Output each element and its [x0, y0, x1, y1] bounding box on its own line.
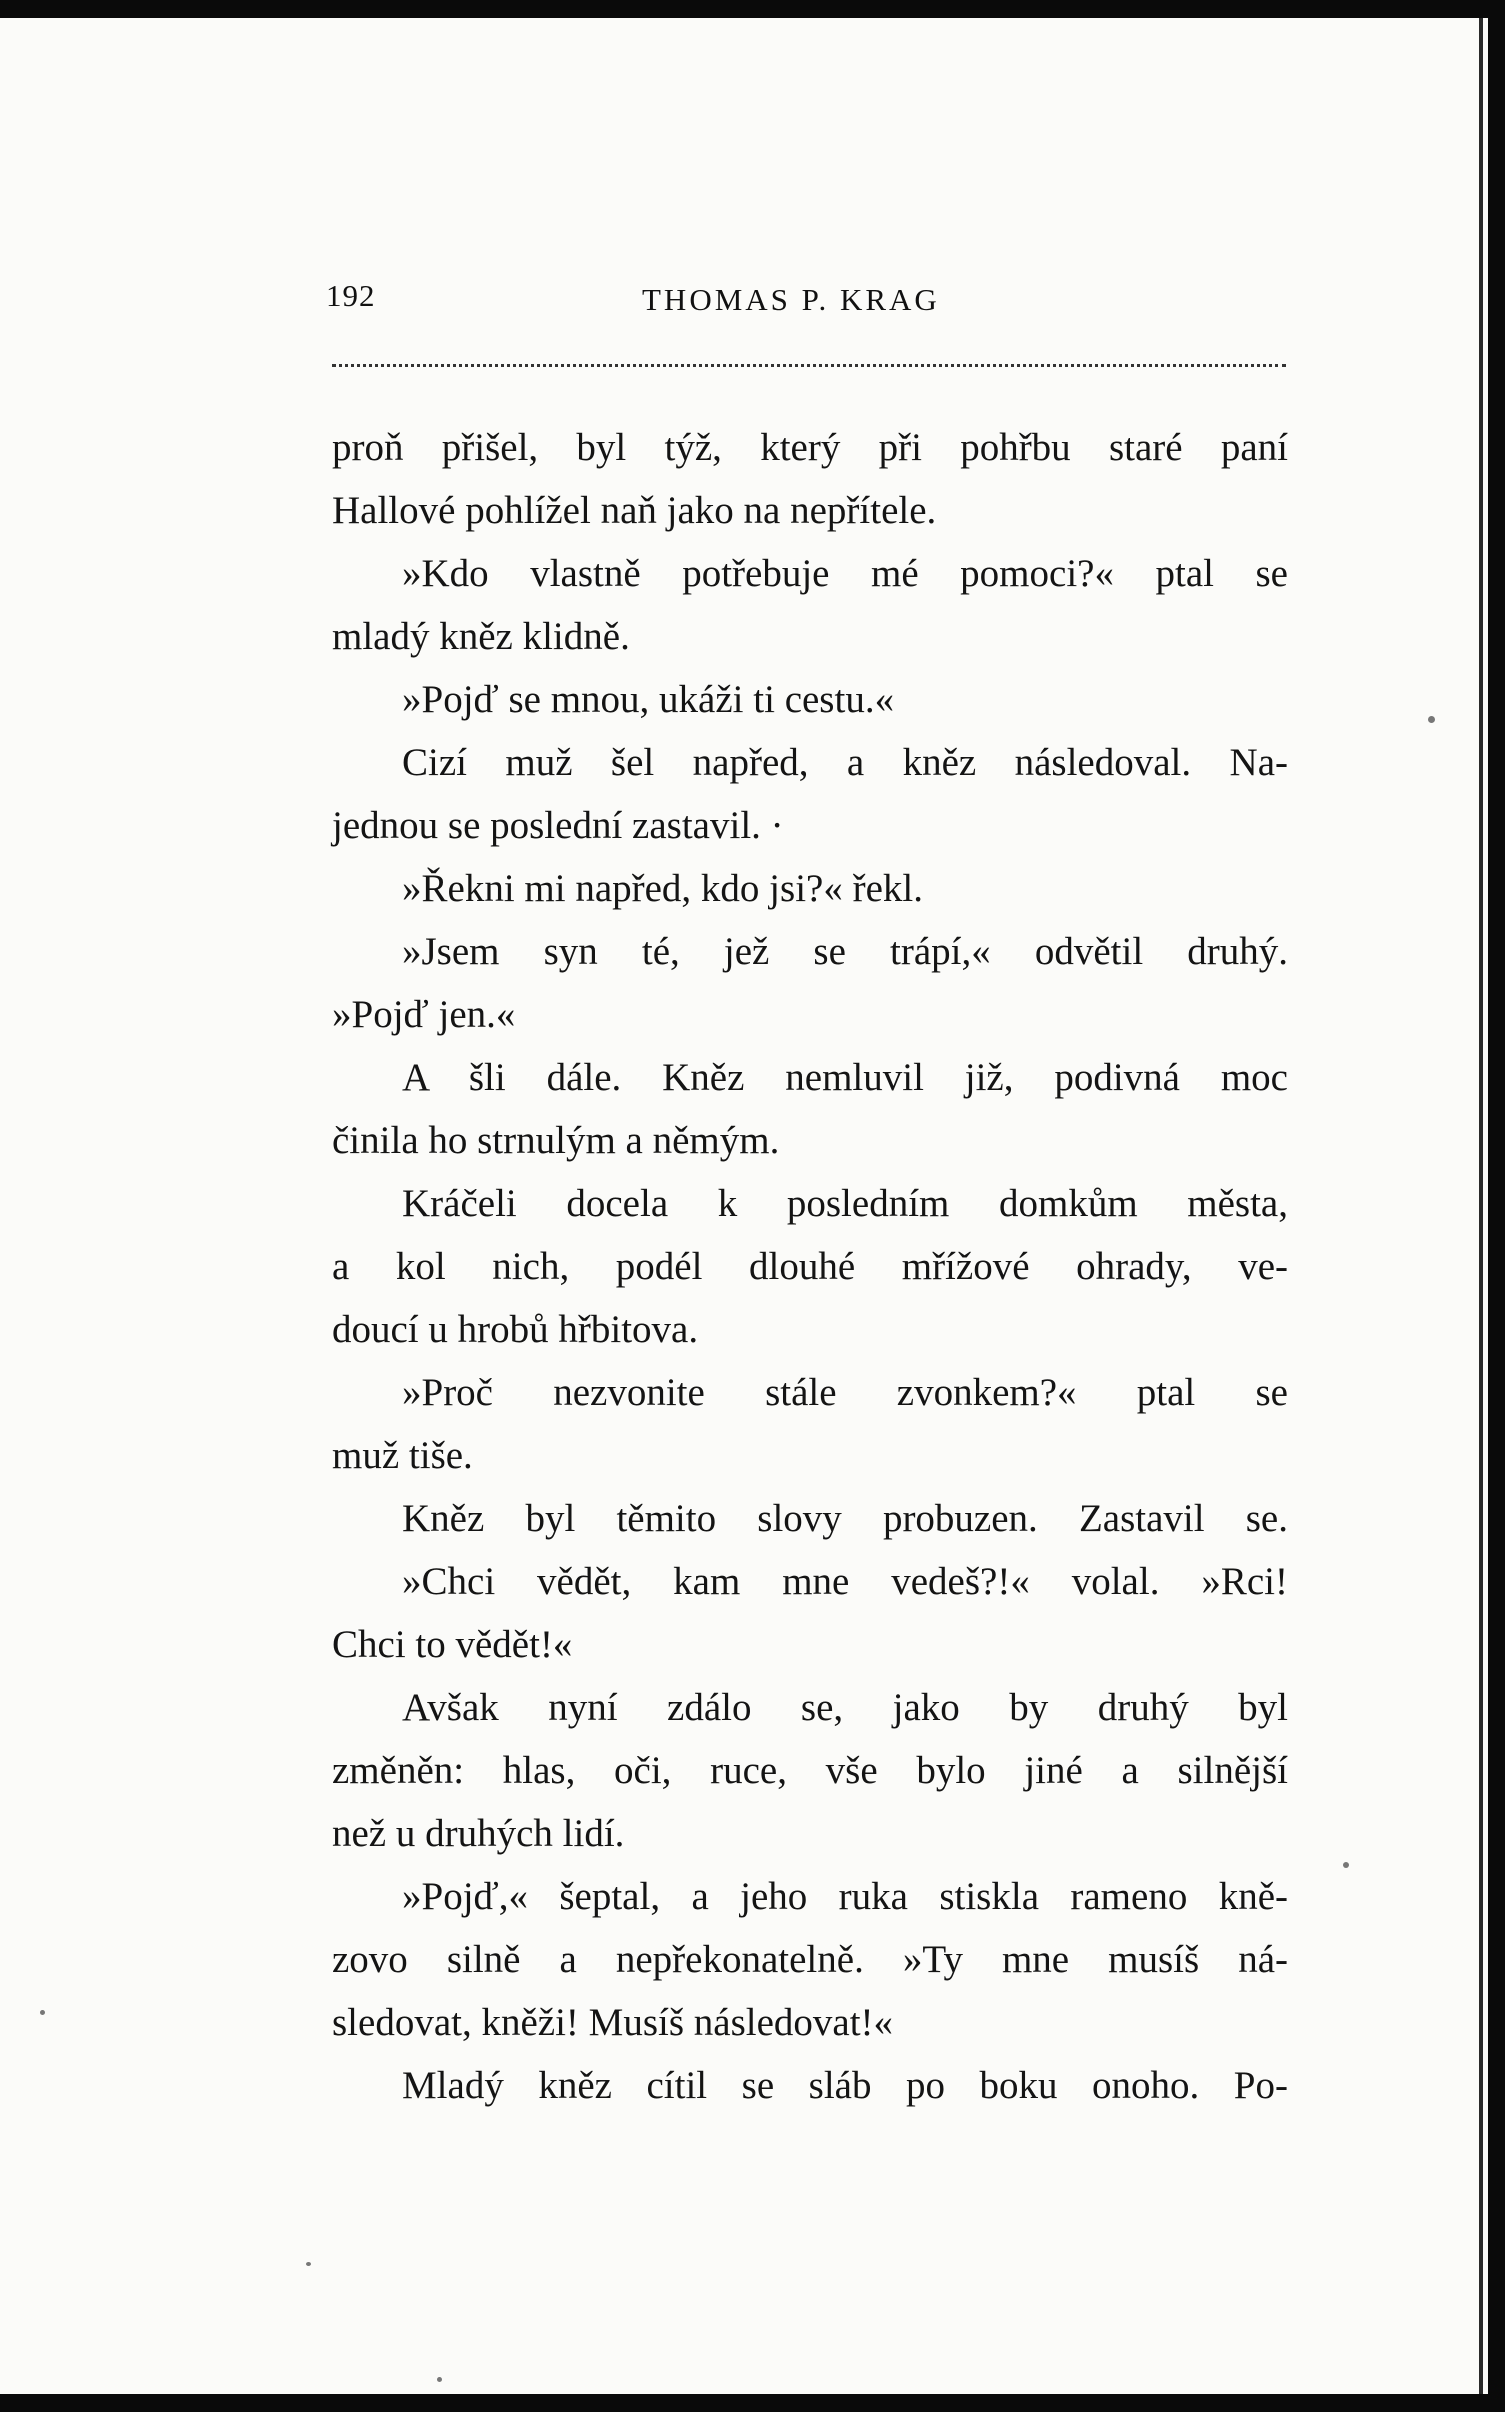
running-head: THOMAS P. KRAG: [642, 282, 940, 317]
text-line: »Pojď,« šeptal, a jeho ruka stiskla rameno kně-: [402, 1875, 1288, 1918]
text-line: Hallové pohlížel naň jako na nepřítele.: [332, 489, 937, 532]
text-line: »Jsem syn té, jež se trápí,« odvětil druhý.: [402, 930, 1288, 973]
text-line: doucí u hrobů hřbitova.: [332, 1308, 699, 1351]
text-line: Mladý kněz cítil se sláb po boku onoho. Po-: [402, 2064, 1288, 2107]
text-line: Kněz byl těmito slovy probuzen. Zastavil se.: [402, 1497, 1288, 1540]
page-number: 192: [326, 278, 376, 313]
scan-speck: [1428, 716, 1435, 723]
text-line: změněn: hlas, oči, ruce, vše bylo jiné a silnější: [332, 1749, 1288, 1792]
text-line: muž tiše.: [332, 1434, 473, 1477]
page-edge: [1479, 18, 1483, 2394]
text-line: A šli dále. Kněz nemluvil již, podivná moc: [402, 1056, 1288, 1099]
text-line: Cizí muž šel napřed, a kněz následoval. Na-: [402, 741, 1288, 784]
scan-speck: [1343, 1862, 1349, 1868]
text-line: činila ho strnulým a němým.: [332, 1119, 780, 1162]
text-line: mladý kněz klidně.: [332, 615, 630, 658]
text-line: než u druhých lidí.: [332, 1812, 625, 1855]
text-line: jednou se poslední zastavil. ·: [332, 804, 784, 847]
text-line: »Pojď se mnou, ukáži ti cestu.«: [402, 678, 895, 721]
text-line: Kráčeli docela k posledním domkům města,: [402, 1182, 1288, 1225]
text-line: »Kdo vlastně potřebuje mé pomoci?« ptal se: [402, 552, 1288, 595]
text-line: »Řekni mi napřed, kdo jsi?« řekl.: [402, 867, 923, 910]
text-line: »Proč nezvonite stále zvonkem?« ptal se: [402, 1371, 1288, 1414]
scan-speck: [40, 2010, 45, 2015]
text-line: proň přišel, byl týž, který při pohřbu staré paní: [332, 426, 1288, 469]
text-line: »Pojď jen.«: [332, 993, 516, 1036]
header-rule: [332, 364, 1286, 367]
text-line: Avšak nyní zdálo se, jako by druhý byl: [402, 1686, 1288, 1729]
scan-speck: [306, 2262, 311, 2266]
text-line: Chci to vědět!«: [332, 1623, 573, 1666]
text-line: zovo silně a nepřekonatelně. »Ty mne musíš ná-: [332, 1938, 1288, 1981]
text-line: a kol nich, podél dlouhé mřížové ohrady, ve-: [332, 1245, 1288, 1288]
scan-speck: [437, 2377, 442, 2382]
body-text: [332, 416, 1288, 2117]
text-line: sledovat, kněži! Musíš následovat!«: [332, 2001, 894, 2044]
page-header: [326, 268, 1292, 328]
text-line: »Chci vědět, kam mne vedeš?!« volal. »Rci!: [402, 1560, 1288, 1603]
